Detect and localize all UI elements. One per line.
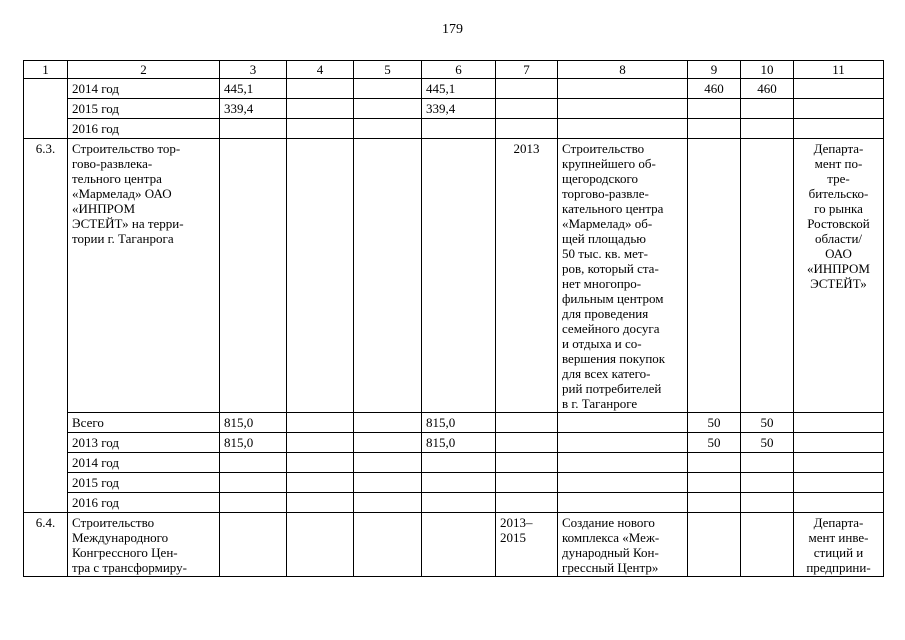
cell-value: 815,0 [220, 433, 287, 453]
cell-value: 815,0 [220, 413, 287, 433]
table-row [24, 493, 884, 513]
item-responsible: Департа- мент инве- стиций и предприни- [794, 513, 884, 577]
cell-empty [422, 139, 496, 413]
row-label: 2015 год [68, 473, 220, 493]
table-row [24, 433, 884, 453]
item-result: Создание нового комплекса «Меж- дународный Кон- грессный Центр» [558, 513, 688, 577]
cell-empty [220, 139, 287, 413]
item-number-cell [24, 79, 68, 139]
cell-empty [220, 453, 287, 473]
cell-value: 50 [741, 413, 794, 433]
cell-value: 460 [741, 79, 794, 99]
table-row [24, 119, 884, 139]
cell-value: 460 [688, 79, 741, 99]
cell-value: 445,1 [422, 79, 496, 99]
header-cell: 9 [688, 61, 741, 79]
cell-empty [287, 493, 354, 513]
cell-empty [558, 413, 688, 433]
cell-empty [558, 99, 688, 119]
cell-empty [422, 453, 496, 473]
cell-empty [422, 513, 496, 577]
cell-empty [688, 99, 741, 119]
cell-empty [794, 413, 884, 433]
cell-empty [741, 453, 794, 473]
cell-empty [741, 139, 794, 413]
cell-value: 50 [688, 413, 741, 433]
cell-empty [354, 493, 422, 513]
cell-empty [496, 79, 558, 99]
row-label: 2016 год [68, 119, 220, 139]
cell-empty [496, 493, 558, 513]
table-row [24, 99, 884, 119]
cell-value: 815,0 [422, 433, 496, 453]
cell-empty [287, 79, 354, 99]
cell-empty [354, 453, 422, 473]
cell-empty [287, 433, 354, 453]
cell-empty [422, 119, 496, 139]
cell-empty [287, 413, 354, 433]
item-responsible: Департа- мент по- тре- бительско- го рынка Ростовской области/ ОАО «ИНПРОМ ЭСТЕЙТ» [794, 139, 884, 413]
cell-value: 445,1 [220, 79, 287, 99]
cell-empty [688, 119, 741, 139]
header-cell: 6 [422, 61, 496, 79]
cell-empty [558, 119, 688, 139]
cell-empty [496, 473, 558, 493]
cell-empty [558, 493, 688, 513]
header-cell: 3 [220, 61, 287, 79]
cell-empty [741, 493, 794, 513]
cell-empty [496, 99, 558, 119]
item-result: Строительство крупнейшего об- щегородского торгово-развле- кательного центра «Мармелад» об- щей площадью 50 тыс. кв. мет- ров, который ста- нет многопро- фильным центром для проведения семейного досуга и отдыха и со- вершения покупок для всех катего- рий потребителей в г. Таганроге [558, 139, 688, 413]
cell-empty [220, 493, 287, 513]
cell-value: 815,0 [422, 413, 496, 433]
header-cell: 10 [741, 61, 794, 79]
cell-empty [220, 513, 287, 577]
cell-empty [741, 99, 794, 119]
header-cell: 1 [24, 61, 68, 79]
table-row-item-6-4 [24, 513, 884, 577]
cell-empty [354, 119, 422, 139]
cell-empty [794, 433, 884, 453]
cell-empty [794, 453, 884, 473]
item-name: Строительство Международного Конгрессного Цен- тра с трансформиру- [68, 513, 220, 577]
header-cell: 8 [558, 61, 688, 79]
cell-empty [794, 473, 884, 493]
table-row [24, 473, 884, 493]
cell-empty [354, 413, 422, 433]
item-number: 6.4. [24, 513, 68, 577]
row-label: 2014 год [68, 79, 220, 99]
cell-value: 339,4 [422, 99, 496, 119]
cell-empty [354, 433, 422, 453]
cell-empty [794, 493, 884, 513]
row-label: Всего [68, 413, 220, 433]
header-cell: 11 [794, 61, 884, 79]
cell-empty [287, 119, 354, 139]
cell-empty [688, 513, 741, 577]
table-row [24, 453, 884, 473]
header-cell: 7 [496, 61, 558, 79]
cell-empty [688, 473, 741, 493]
cell-empty [688, 493, 741, 513]
cell-empty [794, 99, 884, 119]
cell-empty [688, 453, 741, 473]
header-cell: 5 [354, 61, 422, 79]
cell-empty [422, 473, 496, 493]
header-cell: 4 [287, 61, 354, 79]
cell-empty [220, 473, 287, 493]
row-label: 2016 год [68, 493, 220, 513]
item-number: 6.3. [24, 139, 68, 513]
cell-empty [496, 119, 558, 139]
cell-empty [558, 79, 688, 99]
table-row-item-6-3 [24, 139, 884, 413]
table-row [24, 413, 884, 433]
cell-empty [220, 119, 287, 139]
row-label: 2013 год [68, 433, 220, 453]
cell-empty [558, 453, 688, 473]
header-row [24, 61, 884, 79]
row-label: 2014 год [68, 453, 220, 473]
cell-empty [287, 513, 354, 577]
cell-empty [354, 139, 422, 413]
cell-empty [354, 79, 422, 99]
table-row [24, 79, 884, 99]
cell-value: 339,4 [220, 99, 287, 119]
cell-empty [287, 453, 354, 473]
cell-empty [741, 513, 794, 577]
cell-empty [287, 99, 354, 119]
item-year: 2013– 2015 [496, 513, 558, 577]
item-name: Строительство тор- гово-развлека- тельного центра «Мармелад» ОАО «ИНПРОМ ЭСТЕЙТ» на терри- тории г. Таганрога [68, 139, 220, 413]
cell-empty [741, 119, 794, 139]
item-year: 2013 [496, 139, 558, 413]
cell-empty [496, 413, 558, 433]
cell-empty [422, 493, 496, 513]
cell-empty [287, 139, 354, 413]
page-number: 179 [442, 22, 463, 37]
cell-value: 50 [741, 433, 794, 453]
cell-empty [741, 473, 794, 493]
cell-empty [558, 433, 688, 453]
cell-empty [496, 453, 558, 473]
cell-empty [558, 473, 688, 493]
cell-empty [354, 513, 422, 577]
cell-empty [287, 473, 354, 493]
cell-value: 50 [688, 433, 741, 453]
cell-empty [794, 119, 884, 139]
header-cell: 2 [68, 61, 220, 79]
cell-empty [354, 99, 422, 119]
cell-empty [354, 473, 422, 493]
row-label: 2015 год [68, 99, 220, 119]
cell-empty [794, 79, 884, 99]
program-table [23, 60, 884, 577]
cell-empty [496, 433, 558, 453]
cell-empty [688, 139, 741, 413]
